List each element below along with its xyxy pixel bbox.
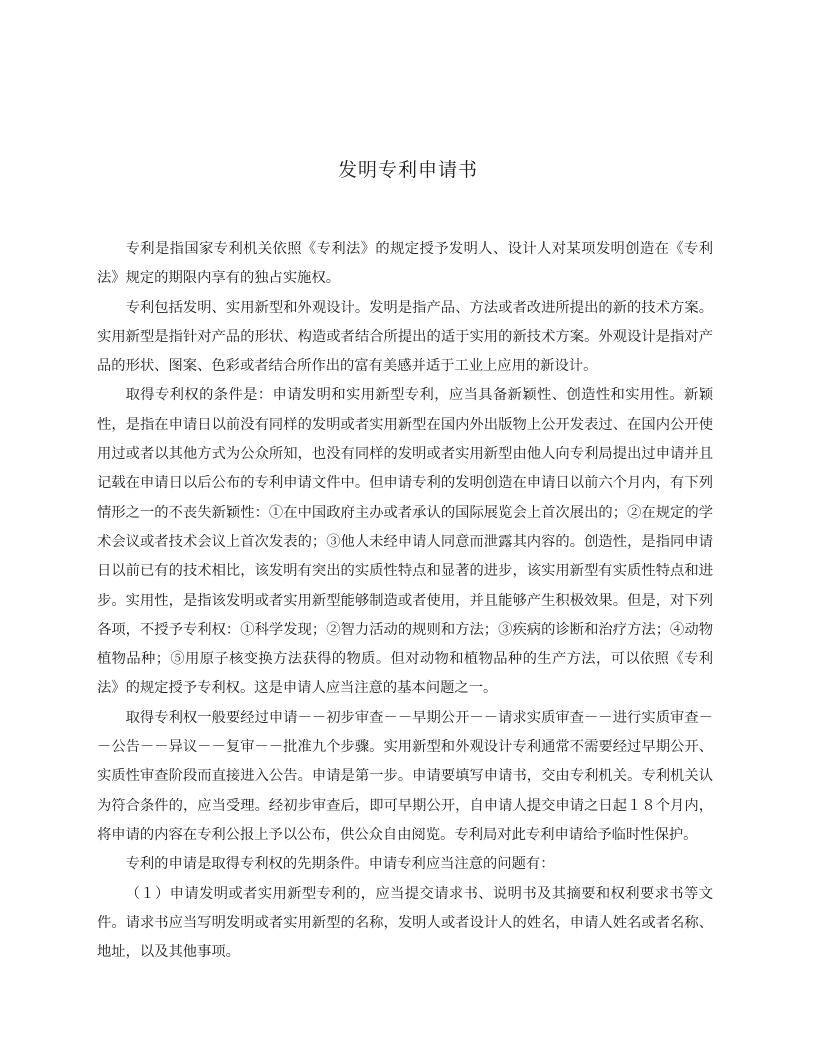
document-title: 发明专利申请书 xyxy=(337,160,478,181)
paragraph-patent-conditions: 取得专利权的条件是：申请发明和实用新型专利，应当具备新颖性、创造性和实用性。新颖性，是指在申请日以前没有同样的发明或者实用新型在国内外出版物上公开发表过、在国内公开使用过或者以其他方式为公众所知，也没有同样的发明或者实用新型由他人向专利局提出过申请并且记载在申请日以后公布的专利申请文件中。但申请专利的发明创造在申请日以前六个月内，有下列情形之一的不丧失新颖性：①在中国政府主办或者承认的国际展览会上首次展出的；②在规定的学术会议或者技术会议上首次发表的；③他人未经申请人同意而泄露其内容的。创造性，是指同申请日以前已有的技术相比，该发明有突出的实质性特点和显著的进步，该实用新型有实质性特点和进步。实用性，是指该发明或者实用新型能够制造或者使用，并且能够产生积极效果。但是，对下列各项，不授予专利权：①科学发现；②智力活动的规则和方法；③疾病的诊断和治疗方法；④动物植物品种；⑤用原子核变换方法获得的物质。但对动物和植物品种的生产方法，可以依照《专利法》的规定授予专利权。这是申请人应当注意的基本问题之一。 xyxy=(97,387,713,697)
paragraph-patent-types: 专利包括发明、实用新型和外观设计。发明是指产品、方法或者改进所提出的新的技术方案。实用新型是指针对产品的形状、构造或者结合所提出的适于实用的新技术方案。外观设计是指对产品的形状、图案、色彩或者结合所作出的富有美感并适于工业上应用的新设计。 xyxy=(97,299,713,375)
paragraph-application-item-1: （１）申请发明或者实用新型专利的，应当提交请求书、说明书及其摘要和权利要求书等文件。请求书应当写明发明或者实用新型的名称，发明人或者设计人的姓名，申请人姓名或者名称、地址，以及其他事项。 xyxy=(97,885,713,961)
paragraph-patent-definition: 专利是指国家专利机关依照《专利法》的规定授予发明人、设计人对某项发明创造在《专利法》规定的期限内享有的独占实施权。 xyxy=(97,241,713,287)
document-body xyxy=(97,235,713,967)
paragraph-application-precondition: 专利的申请是取得专利权的先期条件。申请专利应当注意的问题有： xyxy=(125,856,555,873)
paragraph-patent-procedure: 取得专利权一般要经过申请－－初步审查－－早期公开－－请求实质审查－－进行实质审查－－公告－－异议－－复审－－批准九个步骤。实用新型和外观设计专利通常不需要经过早期公开、实质性审查阶段而直接进入公告。申请是第一步。申请要填写申请书，交由专利机关。专利机关认为符合条件的，应当受理。经初步审查后，即可早期公开，自申请人提交申请之日起１８个月内，将申请的内容在专利公报上予以公布，供公众自由阅览。专利局对此专利申请给予临时性保护。 xyxy=(97,709,713,843)
